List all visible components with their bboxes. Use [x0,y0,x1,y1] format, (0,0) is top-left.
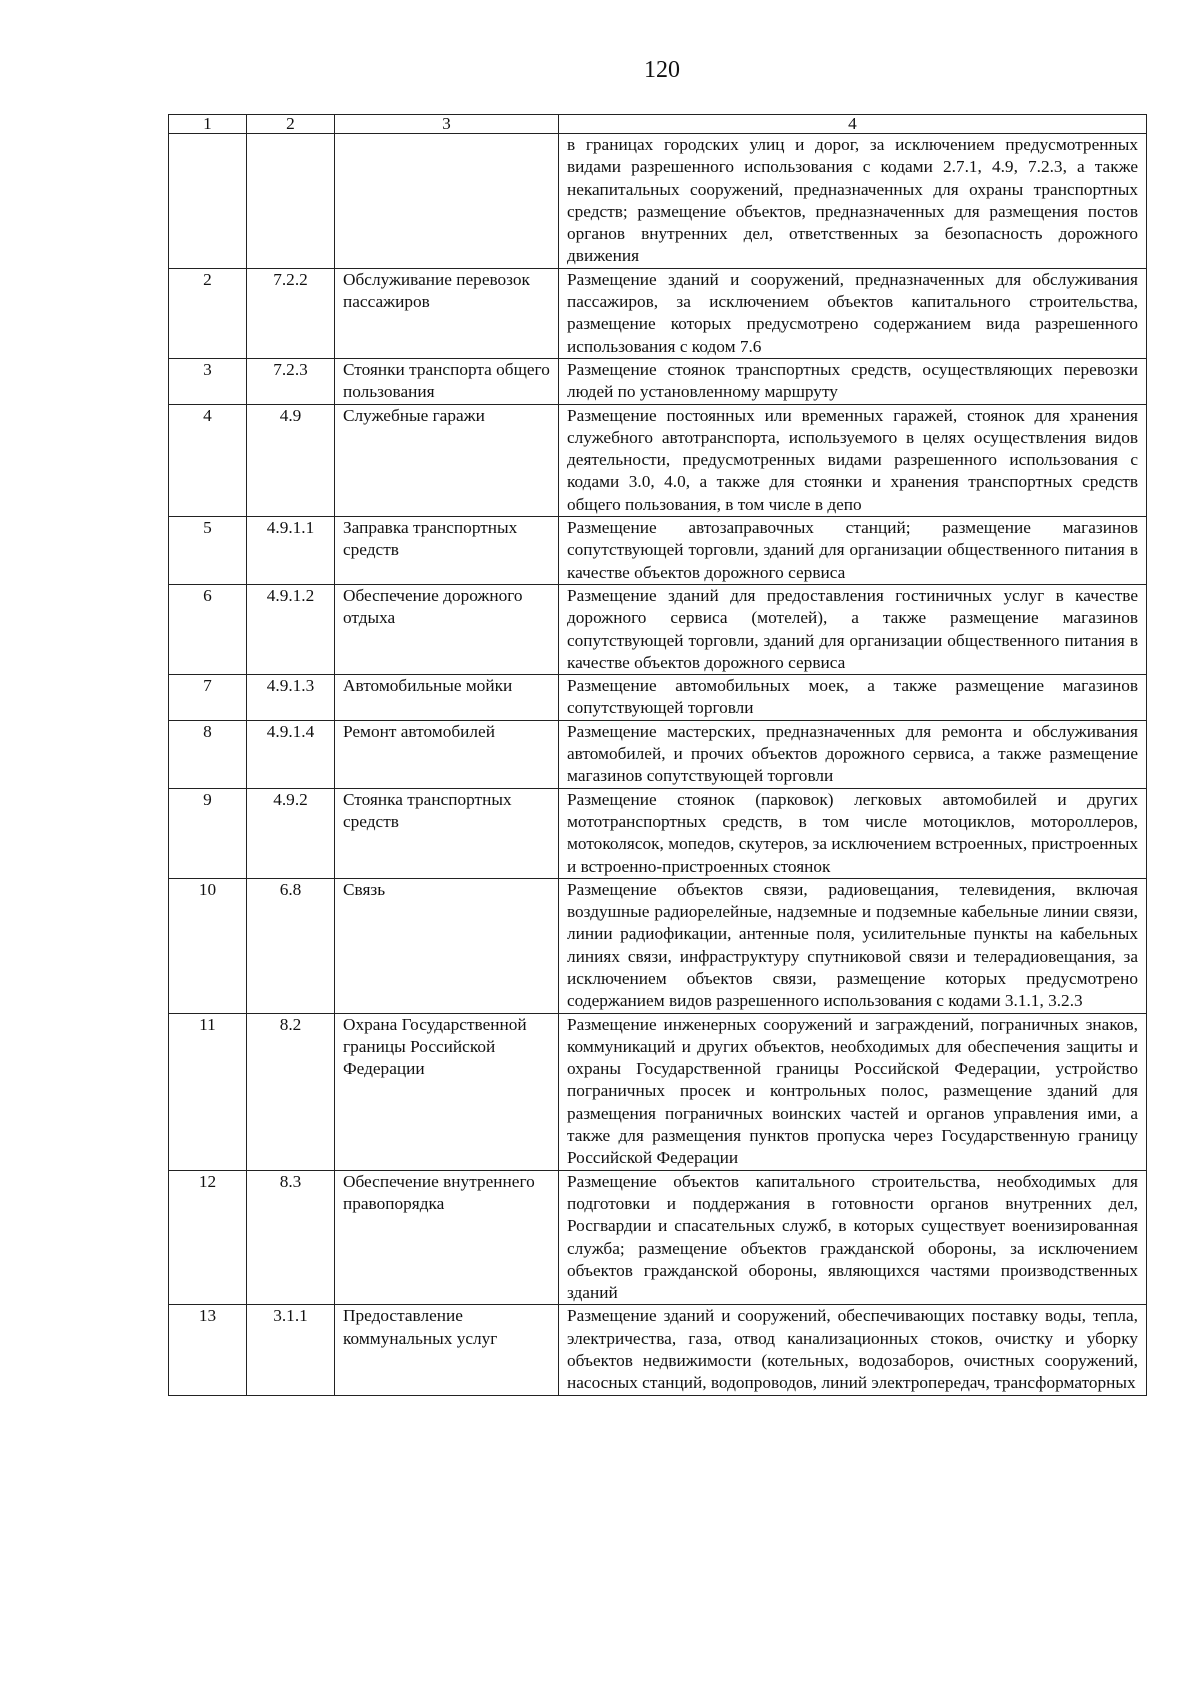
table-row [169,788,1147,878]
use-name: Автомобильные мойки [335,675,559,721]
use-name: Обеспечение дорожного отдыха [335,584,559,674]
page-number: 120 [644,57,680,83]
use-code: 4.9.1.2 [247,584,335,674]
use-description: Размещение объектов капитального строительства, необходимых для подготовки и поддержания в готовности органов внутренних дел, Росгвардии и спасательных служб, в которых существует военизированная служба; размещение объектов гражданской обороны, за исключением объектов гражданской обороны, являющихся частями производственных зданий [559,1170,1147,1305]
table-row [169,584,1147,674]
use-name: Ремонт автомобилей [335,720,559,788]
use-description: Размещение инженерных сооружений и заграждений, пограничных знаков, коммуникаций и других объектов, необходимых для обеспечения защиты и охраны Государственной границы Российской Федерации, устройство пограничных просек и контрольных полос, размещение зданий для размещения пограничных воинских частей и органов управления ими, а также для размещения пунктов пропуска через Государственную границу Российской Федерации [559,1013,1147,1170]
table-row [169,1305,1147,1395]
table-row [169,404,1147,516]
table-row [169,517,1147,585]
use-name [335,134,559,269]
row-number: 5 [169,517,247,585]
use-code: 4.9 [247,404,335,516]
use-description: Размещение стоянок (парковок) легковых автомобилей и других мототранспортных средств, в том числе мотоциклов, мотороллеров, мотоколясок, мопедов, скутеров, за исключением встроенных, пристроенных и встроенно-пристроенных стоянок [559,788,1147,878]
table-body [169,134,1147,1396]
land-use-table [168,114,1147,1396]
use-code: 4.9.1.1 [247,517,335,585]
table-row [169,878,1147,1013]
column-header-description: 4 [559,115,1147,134]
table-row [169,134,1147,269]
use-code: 8.2 [247,1013,335,1170]
row-number: 2 [169,268,247,358]
column-header-code: 2 [247,115,335,134]
use-code: 4.9.2 [247,788,335,878]
use-description: Размещение зданий и сооружений, предназначенных для обслуживания пассажиров, за исключением объектов капитального строительства, размещение которых предусмотрено содержанием вида разрешенного использования с кодом 7.6 [559,268,1147,358]
row-number: 11 [169,1013,247,1170]
row-number: 13 [169,1305,247,1395]
table-header [169,115,1147,134]
table-row [169,1170,1147,1305]
table-row [169,358,1147,404]
table-row [169,675,1147,721]
use-code: 4.9.1.4 [247,720,335,788]
row-number: 7 [169,675,247,721]
use-code: 4.9.1.3 [247,675,335,721]
row-number: 6 [169,584,247,674]
use-description: Размещение зданий и сооружений, обеспечивающих поставку воды, тепла, электричества, газа, отвод канализационных стоков, очистку и уборку объектов недвижимости (котельных, водозаборов, очистных сооружений, насосных станций, водопроводов, линий электропередач, трансформаторных [559,1305,1147,1395]
use-code: 7.2.3 [247,358,335,404]
use-description: Размещение зданий для предоставления гостиничных услуг в качестве дорожного сервиса (мотелей), а также размещение магазинов сопутствующей торговли, зданий для организации общественного питания в качестве объектов дорожного сервиса [559,584,1147,674]
use-description: Размещение автозаправочных станций; размещение магазинов сопутствующей торговли, зданий для организации общественного питания в качестве объектов дорожного сервиса [559,517,1147,585]
use-name: Предоставление коммунальных услуг [335,1305,559,1395]
use-code: 6.8 [247,878,335,1013]
use-name: Стоянка транспортных средств [335,788,559,878]
header-row [169,115,1147,134]
use-code: 7.2.2 [247,268,335,358]
use-name: Обеспечение внутреннего правопорядка [335,1170,559,1305]
use-code [247,134,335,269]
row-number [169,134,247,269]
use-name: Обслуживание перевозок пассажиров [335,268,559,358]
use-description: в границах городских улиц и дорог, за исключением предусмотренных видами разрешенного использования с кодами 2.7.1, 4.9, 7.2.3, а также некапитальных сооружений, предназначенных для охраны транспортных средств; размещение объектов, предназначенных для размещения постов органов внутренних дел, ответственных за безопасность дорожного движения [559,134,1147,269]
use-description: Размещение автомобильных моек, а также размещение магазинов сопутствующей торговли [559,675,1147,721]
use-name: Служебные гаражи [335,404,559,516]
row-number: 12 [169,1170,247,1305]
use-name: Охрана Государственной границы Российской Федерации [335,1013,559,1170]
use-code: 8.3 [247,1170,335,1305]
use-description: Размещение объектов связи, радиовещания, телевидения, включая воздушные радиорелейные, надземные и подземные кабельные линии связи, линии радиофикации, антенные поля, усилительные пункты на кабельных линиях связи, инфраструктуру спутниковой связи и телерадиовещания, за исключением объектов связи, размещение которых предусмотрено содержанием видов разрешенного использования с кодами 3.1.1, 3.2.3 [559,878,1147,1013]
use-description: Размещение мастерских, предназначенных для ремонта и обслуживания автомобилей, и прочих объектов дорожного сервиса, а также размещение магазинов сопутствующей торговли [559,720,1147,788]
row-number: 8 [169,720,247,788]
row-number: 3 [169,358,247,404]
table-row [169,268,1147,358]
row-number: 4 [169,404,247,516]
table-row [169,1013,1147,1170]
use-name: Заправка транспортных средств [335,517,559,585]
table-row [169,720,1147,788]
use-code: 3.1.1 [247,1305,335,1395]
column-header-name: 3 [335,115,559,134]
row-number: 9 [169,788,247,878]
use-description: Размещение постоянных или временных гаражей, стоянок для хранения служебного автотранспорта, используемого в целях осуществления видов деятельности, предусмотренных видами разрешенного использования с кодами 3.0, 4.0, а также для стоянки и хранения транспортных средств общего пользования, в том числе в депо [559,404,1147,516]
column-header-number: 1 [169,115,247,134]
use-name: Стоянки транспорта общего пользования [335,358,559,404]
use-description: Размещение стоянок транспортных средств, осуществляющих перевозки людей по установленному маршруту [559,358,1147,404]
row-number: 10 [169,878,247,1013]
use-name: Связь [335,878,559,1013]
